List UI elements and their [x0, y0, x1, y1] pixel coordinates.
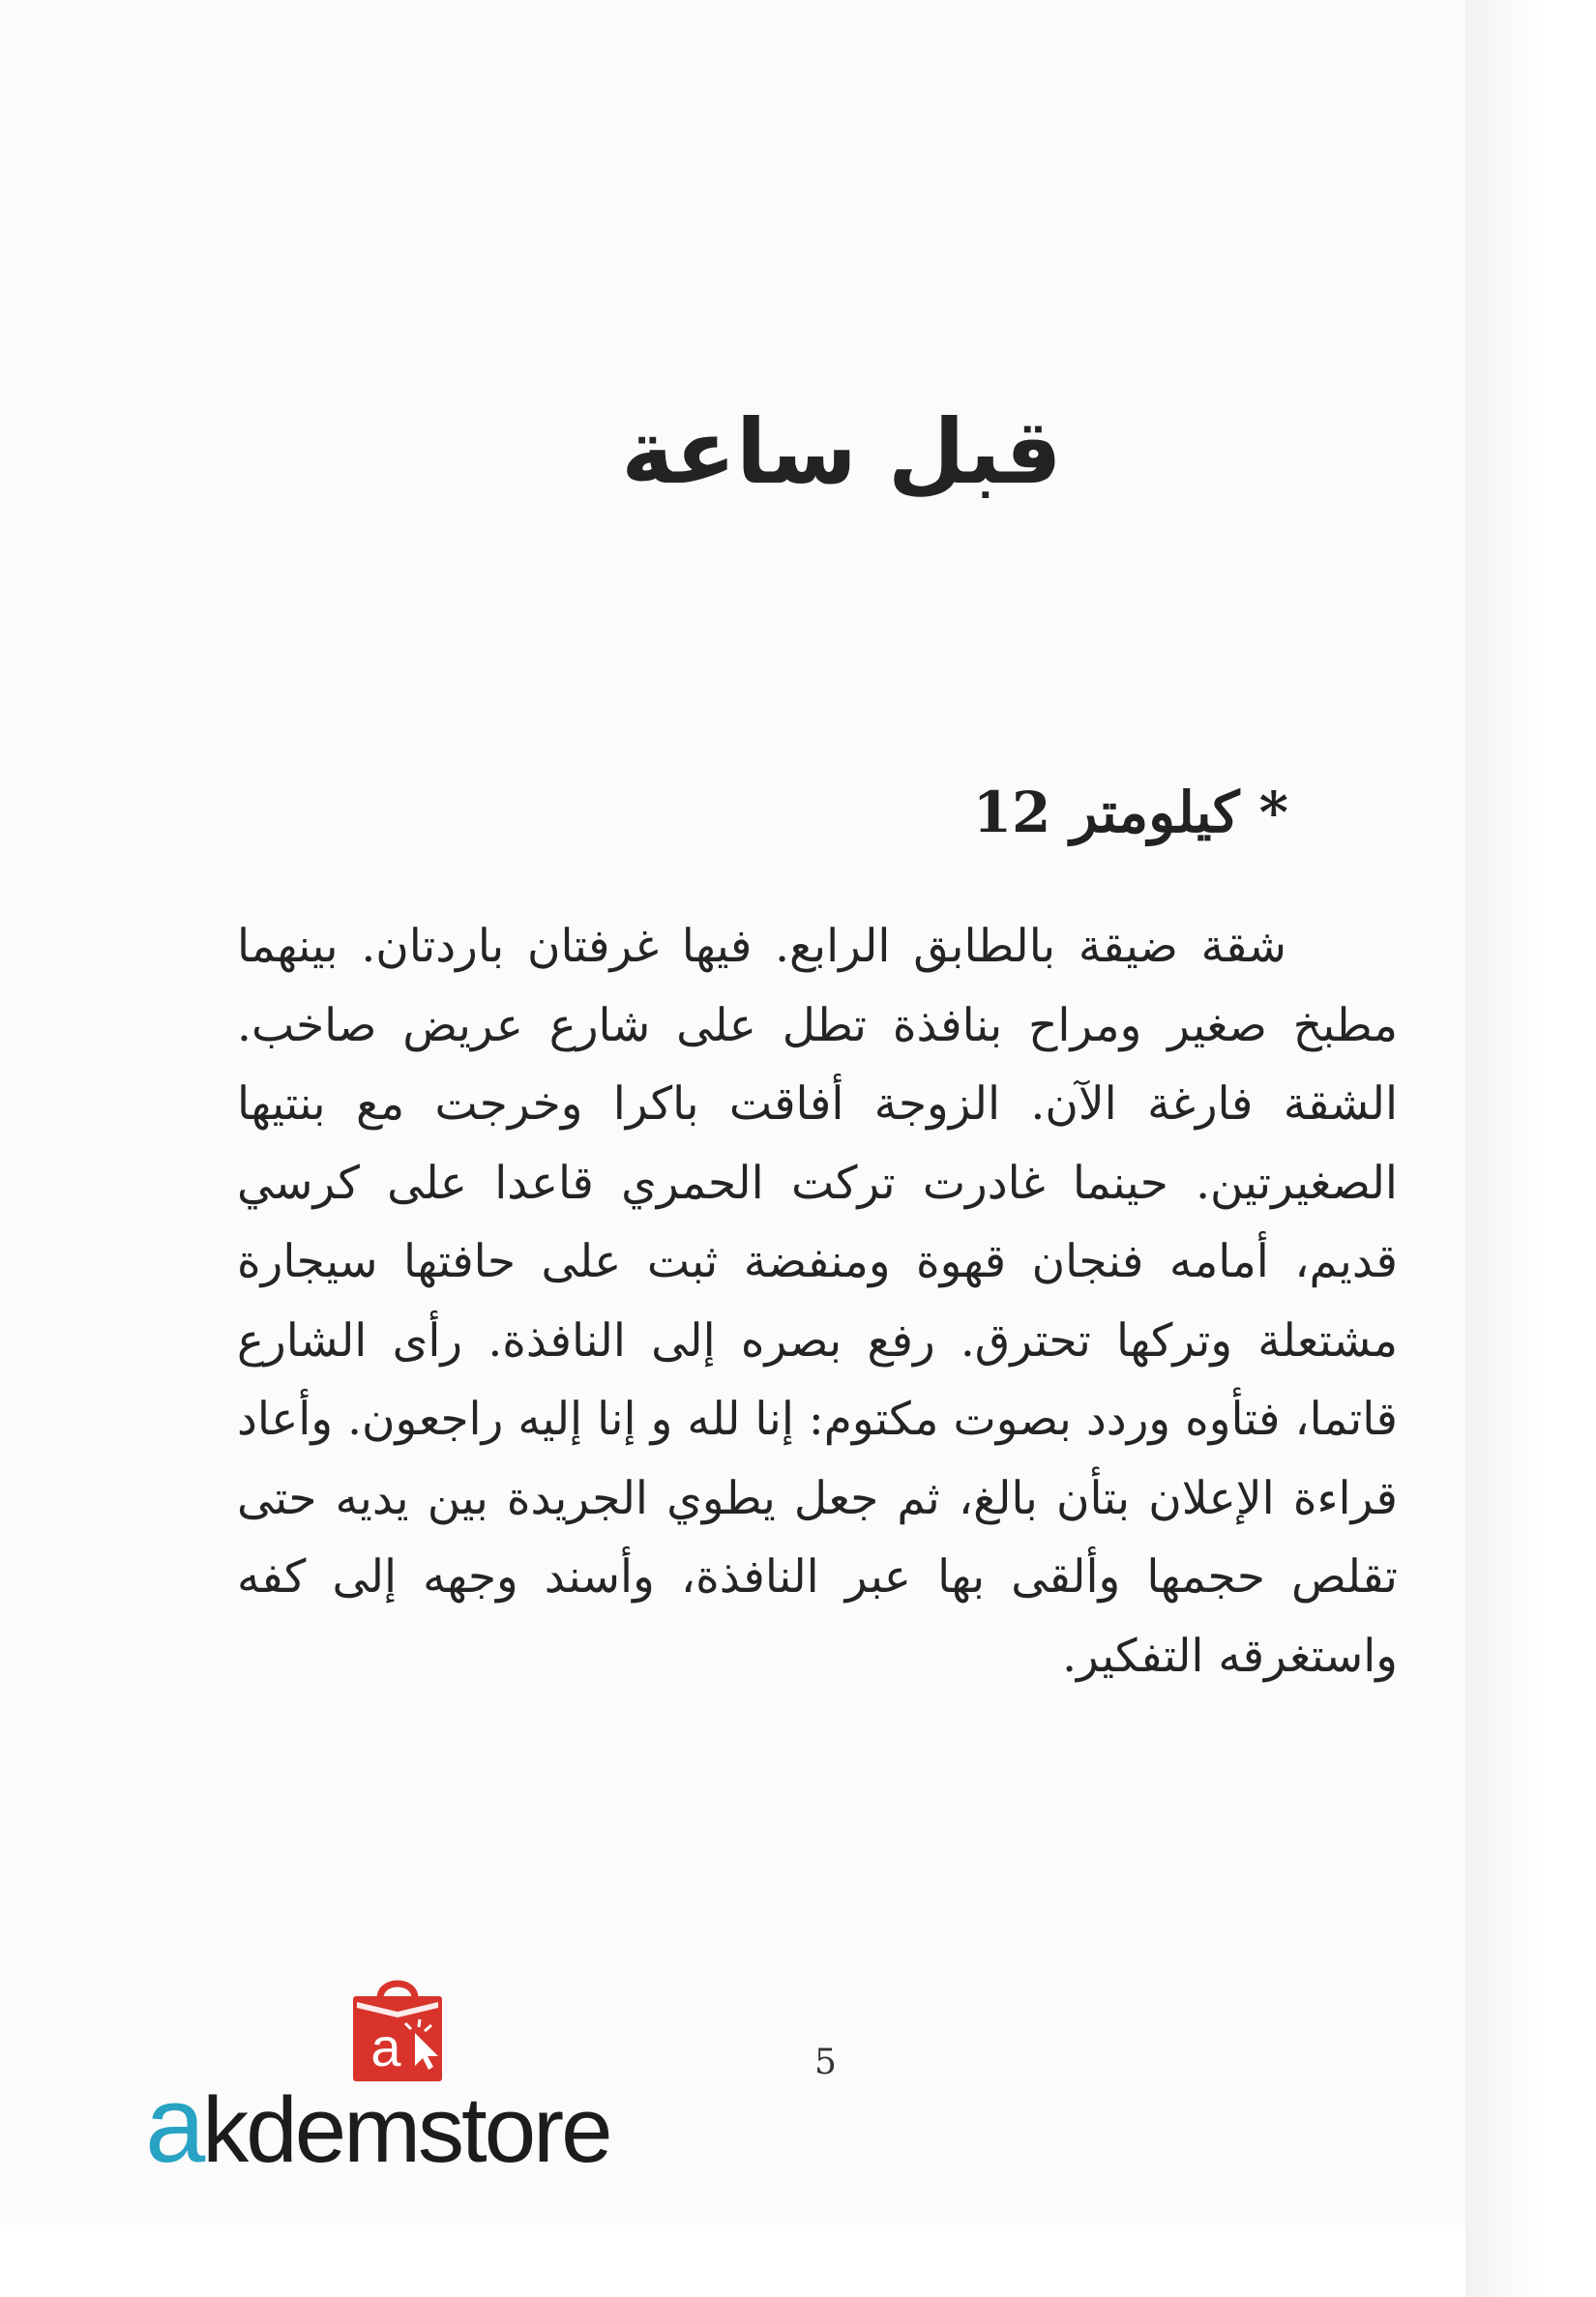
- body-paragraph: شقة ضيقة بالطابق الرابع. فيها غرفتان باردتان. بينهما مطبخ صغير ومراح بنافذة تطل على شارع عريض صاخب. الشقة فارغة الآن. الزوجة أفاقت باكرا وخرجت مع بنتيها الصغيرتين. حينما غادرت تركت الحمري قاعدا على كرسي قديم، أمامه فنجان قهوة ومنفضة ثبت على حافتها سيجارة مشتعلة وتركها تحترق. رفع بصره إلى النافذة. رأى الشارع قاتما، فتأوه وردد بصوت مكتوم: إنا لله و إنا إليه راجعون. وأعاد قراءة الإعلان بتأن بالغ، ثم جعل يطوي الجريدة بين يديه حتى تقلص حجمها وألقى بها عبر النافذة، وأسند وجهه إلى كفه واستغرقه التفكير.: [237, 920, 1398, 1683]
- page-bottom-margin: [0, 2224, 1465, 2297]
- page-edge-shadow: [1465, 0, 1596, 2297]
- brand-accent-letter: a: [145, 2064, 203, 2185]
- brand-name-rest: kdemstore: [202, 2078, 610, 2182]
- logo-letter: a: [370, 2017, 401, 2077]
- page-number: 5: [814, 2043, 837, 2082]
- brand-name: [145, 2064, 610, 2185]
- shopping-bag-book-icon: [343, 1973, 452, 2087]
- section-heading: * كيلومتر 12: [972, 780, 1288, 845]
- store-watermark-logo: [145, 1973, 667, 2185]
- chapter-title: قبل ساعة: [621, 400, 1062, 504]
